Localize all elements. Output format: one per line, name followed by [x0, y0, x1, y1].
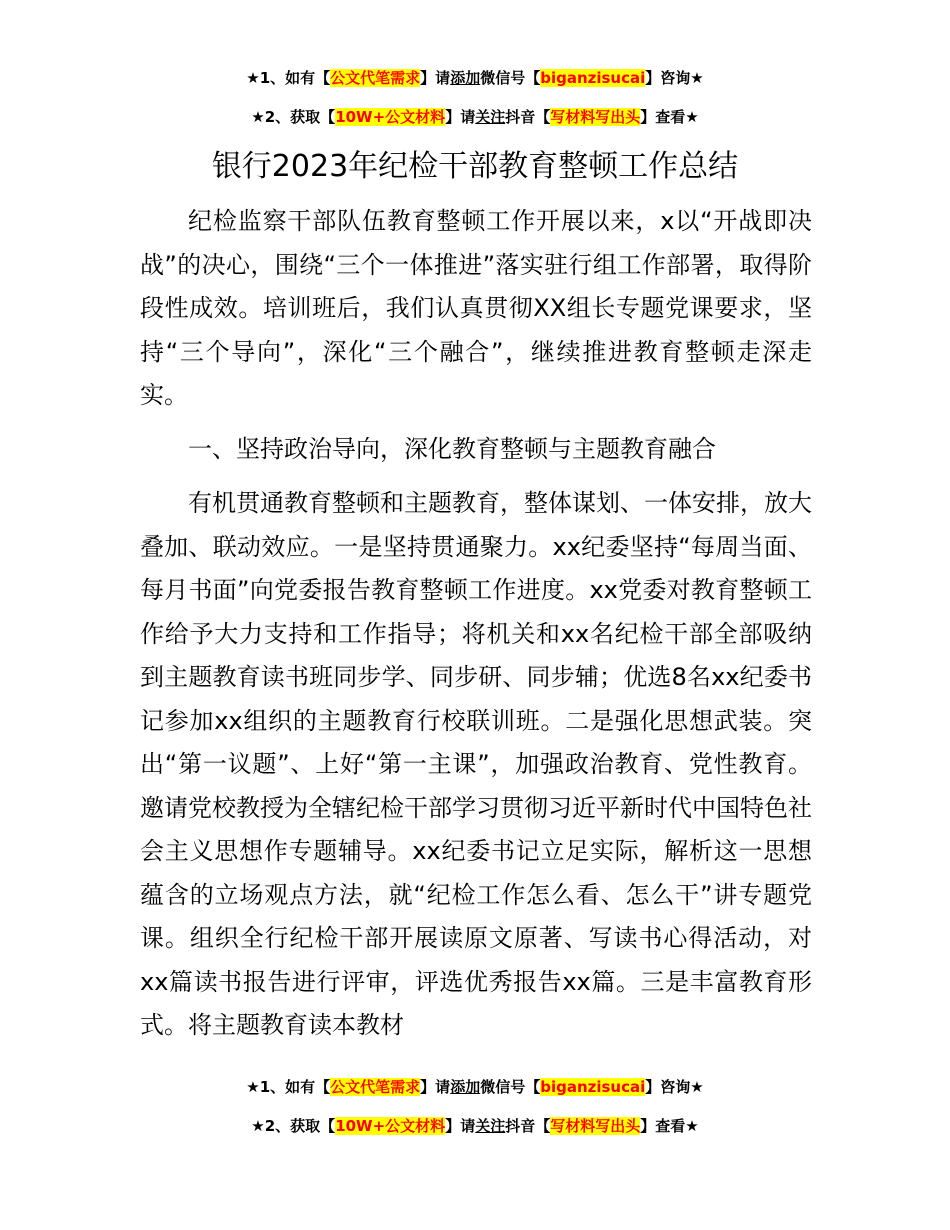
- banner-text: 】咨询★: [645, 1078, 704, 1096]
- banner-text: 】咨询★: [645, 69, 704, 87]
- banner-text: ★: [246, 1078, 260, 1096]
- banner-text: 】查看★: [640, 108, 699, 126]
- banner-text: 1、如有【: [259, 1078, 331, 1096]
- banner-text: ★: [246, 69, 260, 87]
- banner-text: 1、如有【: [259, 69, 331, 87]
- banner-text: 2、获取【: [264, 1117, 336, 1135]
- body-paragraph-section-1: 有机贯通教育整顿和主题教育，整体谋划、一体安排，放大叠加、联动效应。一是坚持贯通聚力。xx纪委坚持“每周当面、每月书面”向党委报告教育整顿工作进度。xx党委对教育整顿工作给予大力支持和工作指导；将机关和xx名纪检干部全部吸纳到主题教育读书班同步学、同步研、同步辅；优选8名xx纪委书记参加xx组织的主题教育行校联训班。二是强化思想武装。突出“第一议题”、上好“第一主课”，加强政治教育、党性教育。邀请党校教授为全辖纪检干部学习贯彻习近平新时代中国特色社会主义思想作专题辅导。xx纪委书记立足实际，解析这一思想蕴含的立场观点方法，就“纪检工作怎么看、怎么干”讲专题党课。组织全行纪检干部开展读原文原著、写读书心得活动，对xx篇读书报告进行评审，评选优秀报告xx篇。三是丰富教育形式。将主题教育读本教材: [140, 489, 812, 1039]
- underlined-action-text: 添加: [450, 1078, 481, 1096]
- highlight-wechat-id: biganzisucai: [540, 69, 646, 87]
- banner-text: 微信号【: [480, 69, 541, 87]
- highlight-materials-text: 10W+公文材料: [335, 108, 446, 126]
- top-banner-line-1: [0, 67, 950, 89]
- highlight-materials-text: 10W+公文材料: [335, 1117, 446, 1135]
- banner-text: ★: [251, 108, 265, 126]
- banner-text: 】请: [420, 69, 451, 87]
- banner-text: 】请: [420, 1078, 451, 1096]
- highlight-service-text: 公文代笔需求: [330, 1078, 421, 1096]
- banner-text: 抖音【: [505, 1117, 551, 1135]
- bottom-banner-line-1: [0, 1076, 950, 1098]
- highlight-service-text: 公文代笔需求: [330, 69, 421, 87]
- banner-text: 】请: [445, 108, 476, 126]
- section-heading-1: 一、坚持政治导向，深化教育整顿与主题教育融合: [188, 435, 716, 463]
- banner-text: 】查看★: [640, 1117, 699, 1135]
- bottom-banner-line-2: [0, 1115, 950, 1137]
- highlight-wechat-id: biganzisucai: [540, 1078, 646, 1096]
- top-banner-line-2: [0, 106, 950, 128]
- highlight-douyin-id: 写材料写出头: [550, 108, 641, 126]
- document-title: 银行2023年纪检干部教育整顿工作总结: [211, 149, 739, 184]
- banner-text: 抖音【: [505, 108, 551, 126]
- banner-text: 2、获取【: [264, 108, 336, 126]
- banner-text: ★: [251, 1117, 265, 1135]
- body-paragraph-intro: 纪检监察干部队伍教育整顿工作开展以来，x以“开战即决战”的决心，围绕“三个一体推进”落实驻行组工作部署，取得阶段性成效。培训班后，我们认真贯彻XX组长专题党课要求，坚持“三个导向”，深化“三个融合”，继续推进教育整顿走深走实。: [140, 207, 812, 409]
- banner-text: 】请: [445, 1117, 476, 1135]
- underlined-action-text: 添加: [450, 69, 481, 87]
- underlined-action-text: 关注: [475, 1117, 506, 1135]
- highlight-douyin-id: 写材料写出头: [550, 1117, 641, 1135]
- underlined-action-text: 关注: [475, 108, 506, 126]
- banner-text: 微信号【: [480, 1078, 541, 1096]
